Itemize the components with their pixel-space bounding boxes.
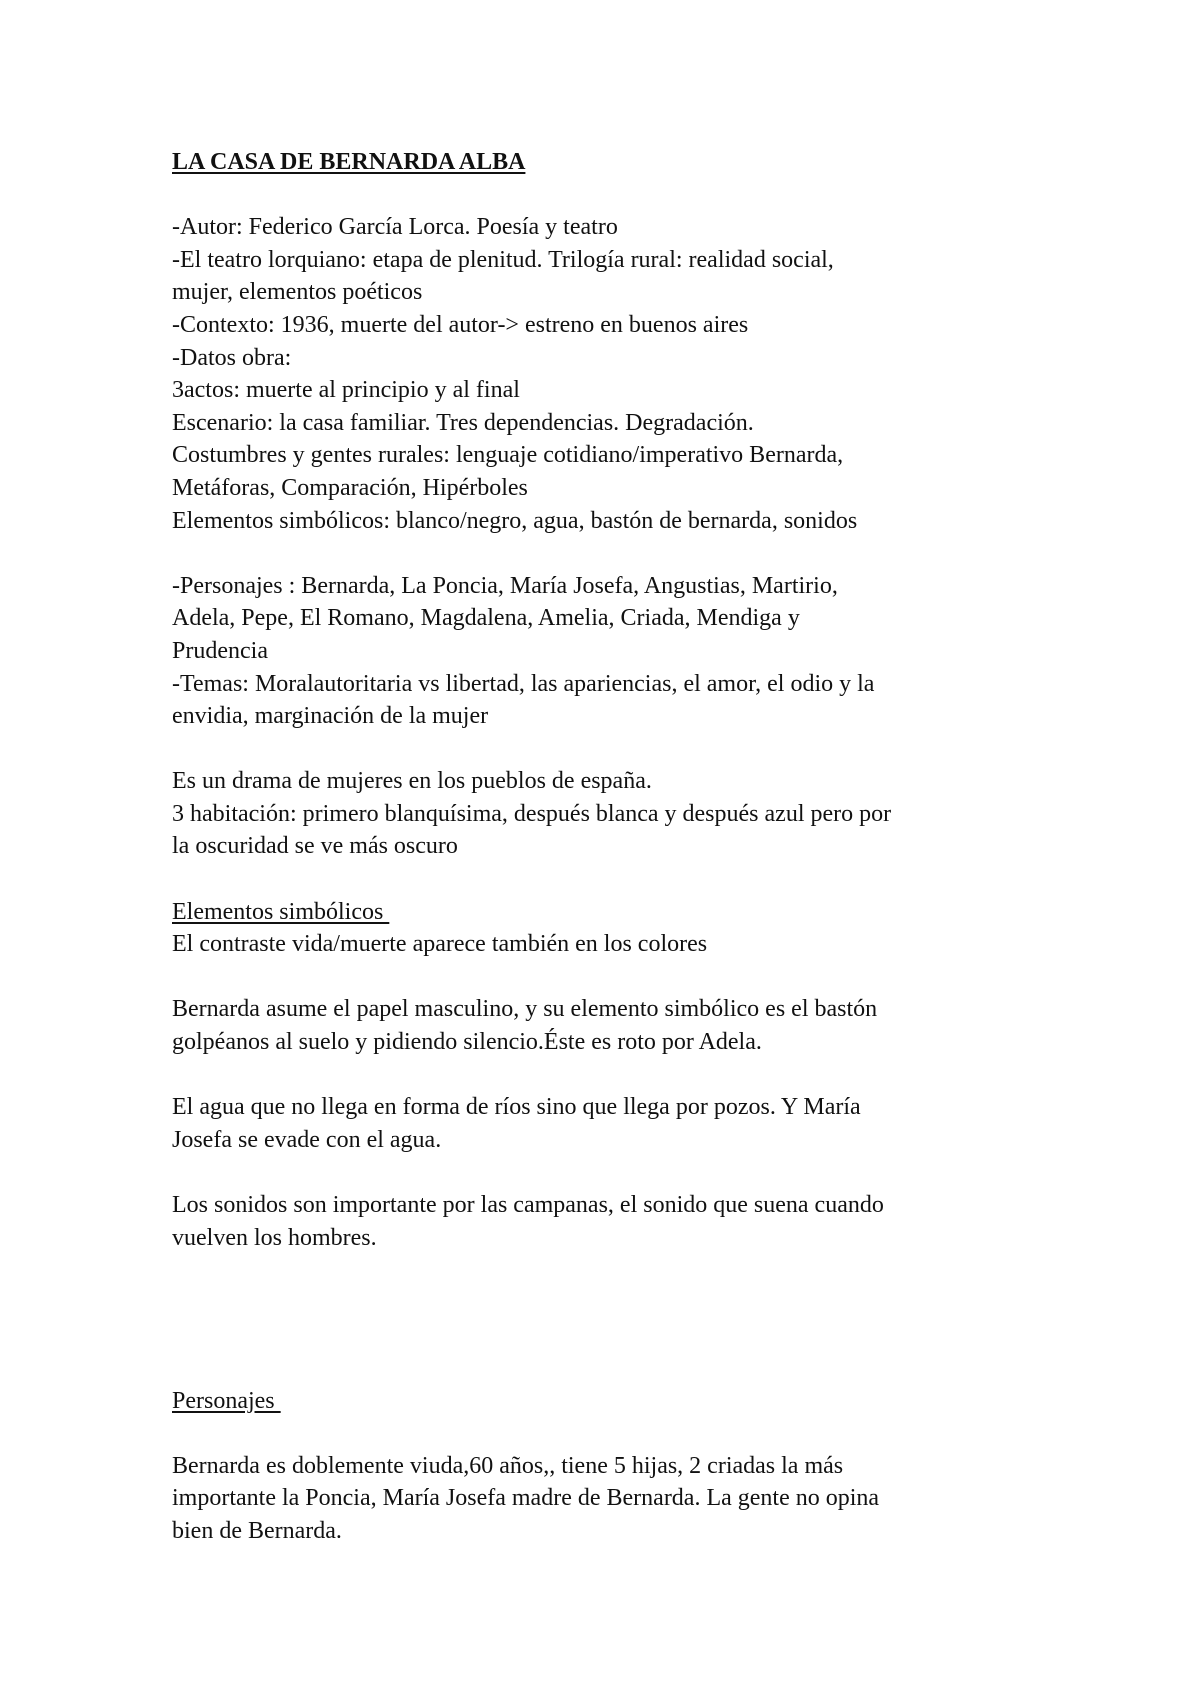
intro-line: 3actos: muerte al principio y al final (172, 377, 520, 404)
paragraph-line: El agua que no llega en forma de ríos sino que llega por pozos. Y María (172, 1094, 861, 1121)
blank-line (172, 961, 1072, 994)
intro-line: -Autor: Federico García Lorca. Poesía y teatro (172, 214, 618, 241)
intro-line: -Datos obra: (172, 344, 292, 371)
paragraph-line: Josefa se evade con el agua. (172, 1126, 442, 1153)
blank-line (172, 733, 1072, 766)
paragraph-line: Los sonidos son importante por las campanas, el sonido que suena cuando (172, 1192, 884, 1218)
intro-section (172, 211, 1072, 537)
blank-line (172, 1319, 1072, 1352)
document-title: LA CASA DE BERNARDA ALBA (172, 149, 526, 175)
intro-line: Metáforas, Comparación, Hipérboles (172, 474, 528, 501)
personajes-temas-section (172, 570, 1072, 733)
blank-line (172, 1417, 1072, 1450)
drama-line: Es un drama de mujeres en los pueblos de españa. (172, 768, 652, 795)
blank-line (172, 863, 1072, 896)
intro-line: Escenario: la casa familiar. Tres dependencias. Degradación. (172, 409, 754, 436)
paragraph-line: Bernarda asume el papel masculino, y su elemento simbólico es el bastón (172, 996, 878, 1023)
paragraph-line: Bernarda es doblemente viuda,60 años,, tiene 5 hijas, 2 criadas la más (172, 1452, 844, 1479)
paragraph-line: importante la Poncia, María Josefa madre de Bernarda. La gente no opina (172, 1485, 880, 1512)
intro-line: -El teatro lorquiano: etapa de plenitud. Trilogía rural: realidad social, (172, 246, 834, 273)
personajes-line: Prudencia (172, 637, 268, 664)
personajes-line: Adela, Pepe, El Romano, Magdalena, Amelia, Criada, Mendiga y (172, 605, 800, 632)
intro-line: mujer, elementos poéticos (172, 279, 423, 306)
document-page (172, 146, 1072, 1548)
personajes-line: -Personajes : Bernarda, La Poncia, María Josefa, Angustias, Martirio, (172, 572, 838, 599)
intro-line: -Contexto: 1936, muerte del autor-> estreno en buenos aires (172, 311, 749, 338)
paragraph-line: El contraste vida/muerte aparece también en los colores (172, 931, 708, 958)
blank-line (172, 1287, 1072, 1320)
blank-line (172, 537, 1072, 570)
intro-line: Costumbres y gentes rurales: lenguaje cotidiano/imperativo Bernarda, (172, 442, 844, 469)
section-heading-simbolicos: Elementos simbólicos (172, 898, 390, 925)
drama-section (172, 765, 1072, 863)
paragraph-line: bien de Bernarda. (172, 1517, 342, 1544)
paragraph-line: vuelven los hombres. (172, 1224, 377, 1251)
blank-line (172, 1156, 1072, 1189)
drama-line: 3 habitación: primero blanquísima, después blanca y después azul pero por (172, 800, 892, 827)
blank-line (172, 1059, 1072, 1092)
intro-line: Elementos simbólicos: blanco/negro, agua, bastón de bernarda, sonidos (172, 507, 858, 534)
blank-line (172, 1254, 1072, 1287)
section-heading-personajes: Personajes (172, 1387, 281, 1414)
personajes-line: envidia, marginación de la mujer (172, 703, 489, 730)
blank-line (172, 179, 1072, 212)
paragraph-line: golpéanos al suelo y pidiendo silencio.Éste es roto por Adela. (172, 1029, 762, 1056)
blank-line (172, 1352, 1072, 1385)
personajes-line: -Temas: Moralautoritaria vs libertad, las apariencias, el amor, el odio y la (172, 670, 875, 697)
drama-line: la oscuridad se ve más oscuro (172, 833, 458, 860)
